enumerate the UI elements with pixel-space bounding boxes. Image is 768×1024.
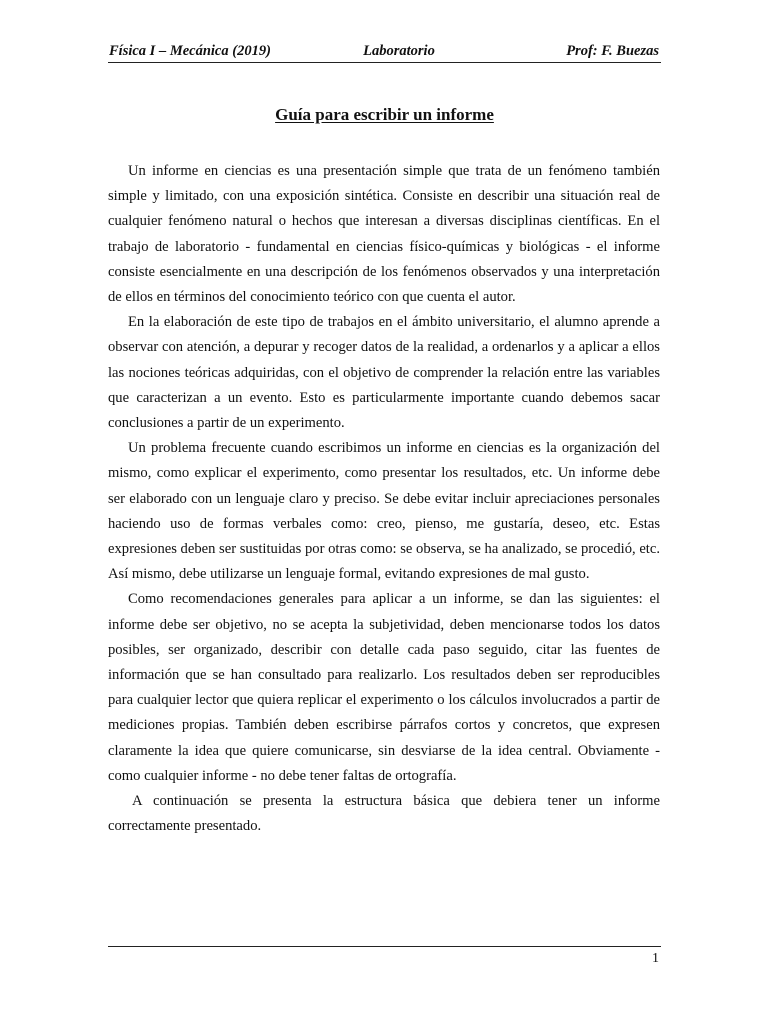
paragraph-structure-intro: A continuación se presenta la estructura básica que debiera tener un informe correctamente presentado. <box>108 793 660 835</box>
paragraph-introduction: Un informe en ciencias es una presentación simple que trata de un fenómeno también simple y limitado, con una exposición sintética. Consiste en describir una situación real de cualquier fenómeno natural o hechos que interesan a diversas disciplinas científicas. En el trabajo de laboratorio - fundamental en ciencias físico-químicas y biológicas - el informe consiste esencialmente en una descripción de los fenómenos observados y una interpretación de ellos en términos del conocimiento teórico con que cuenta el autor. <box>108 163 660 306</box>
header-section: Laboratorio <box>363 43 435 59</box>
document-title: Guía para escribir un informe <box>275 105 494 124</box>
paragraph-recommendations: Como recomendaciones generales para aplicar a un informe, se dan las siguientes: el informe debe ser objetivo, no se acepta la subjetividad, deben mencionarse todos los datos posibles, ser organizado, describir con detalle cada paso seguido, citar las fuentes de información que se han consultado para realizarlo. Los resultados deben ser reproducibles para cualquier lector que quiera replicar el experimento o los cálculos involucrados a partir de mediciones propias. También deben escribirse párrafos cortos y concretos, que expresen claramente la idea que quiere comunicarse, sin desviarse de la idea central. Obviamente - como cualquier informe - no debe tener faltas de ortografía. <box>108 591 660 784</box>
page-header <box>108 42 661 63</box>
header-course: Física I – Mecánica (2019) <box>109 43 271 59</box>
paragraph-organization: Un problema frecuente cuando escribimos un informe en ciencias es la organización del mismo, como explicar el experimento, como presentar los resultados, etc. Un informe debe ser elaborado con un lenguaje claro y preciso. Se debe evitar incluir apreciaciones personales haciendo uso de formas verbales como: creo, pienso, me gustaría, deseo, etc. Estas expresiones deben ser sustituidas por otras como: se observa, se ha analizado, se procedió, etc. Así mismo, debe utilizarse un lenguaje formal, evitando expresiones de mal gusto. <box>108 440 660 583</box>
page-footer <box>108 946 661 966</box>
document-body <box>108 159 660 839</box>
paragraph-university-context: En la elaboración de este tipo de trabajos en el ámbito universitario, el alumno aprende a observar con atención, a depurar y recoger datos de la realidad, a ordenarlos y a aplicar a ellos las nociones teóricas adquiridas, con el objetivo de comprender la relación entre las variables que caracterizan a un evento. Esto es particularmente importante cuando debemos sacar conclusiones a partir de un experimento. <box>108 314 660 432</box>
page-number: 1 <box>652 951 659 966</box>
header-professor: Prof: F. Buezas <box>566 43 659 59</box>
